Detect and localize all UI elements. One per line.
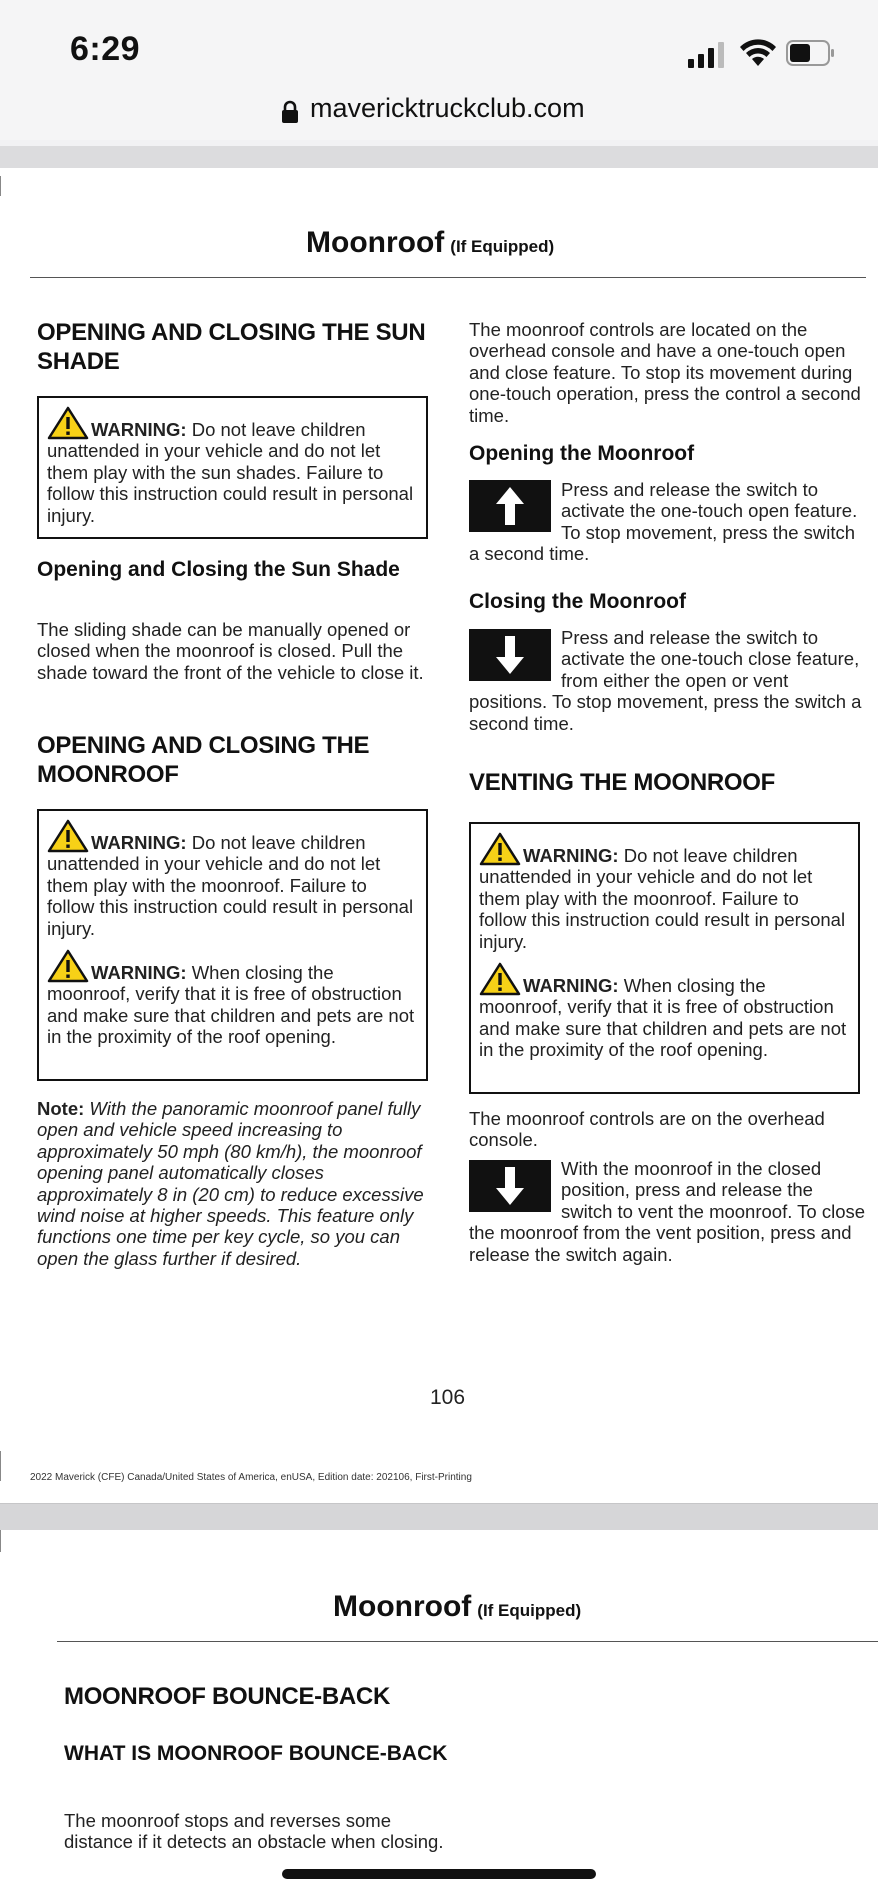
- warning-text: [479, 962, 850, 1061]
- page-title-subtitle: (If Equipped): [477, 1601, 582, 1620]
- page-crop-mark: [0, 176, 1, 196]
- warning-triangle-icon: [47, 949, 89, 983]
- warning-body: Do not leave children unattended in your vehicle and do not let them play with the moonroof. Failure to follow this instruction could result in personal injury.: [479, 845, 846, 952]
- controls-intro-paragraph: The moonroof controls are located on the overhead console and have a one-touch open and close feature. To stop its movement during one-touch operation, press the control a second time.: [469, 319, 861, 426]
- manual-page-107: [0, 1530, 878, 1900]
- warning-box-moonroof: [37, 809, 428, 1081]
- warning-triangle-icon: [47, 406, 89, 440]
- page-title-subtitle: (If Equipped): [450, 237, 555, 256]
- warning-box-sun-shade: [37, 396, 428, 539]
- wifi-icon: [738, 36, 778, 68]
- note-label: Note:: [37, 1098, 85, 1119]
- opening-text: Press and release the switch to activate the one-touch open feature. To stop movement, press the switch a second time.: [469, 479, 858, 565]
- cellular-signal-icon: [688, 40, 728, 68]
- url-text[interactable]: mavericktruckclub.com: [310, 93, 585, 123]
- page-title: [306, 226, 554, 260]
- warning-triangle-icon: [479, 832, 521, 866]
- section-heading-sun-shade: OPENING AND CLOSING THE SUN SHADE: [37, 319, 426, 375]
- warning-body: Do not leave children unattended in your vehicle and do not let them play with the moonroof. Failure to follow this instruction could result in personal injury.: [47, 832, 414, 939]
- warning-text: [47, 819, 418, 939]
- controls-location-paragraph: The moonroof controls are on the overhead console.: [469, 1108, 825, 1151]
- warning-body: Do not leave children unattended in your vehicle and do not let them play with the sun shades. Failure to follow this instruction could result in personal injury.: [47, 419, 414, 526]
- status-time: 6:29: [70, 30, 141, 68]
- lock-icon: [281, 100, 299, 124]
- warning-triangle-icon: [47, 819, 89, 853]
- header-rule: [30, 277, 866, 278]
- warning-box-venting: [469, 822, 860, 1094]
- warning-label: WARNING:: [523, 845, 619, 866]
- toolbar-divider: [0, 146, 878, 169]
- warning-text: [47, 949, 418, 1048]
- closing-text: Press and release the switch to activate the one-touch close feature, from either the open or vent positions. To stop movement, press the switch a second time.: [469, 627, 862, 734]
- sun-shade-paragraph: The sliding shade can be manually opened or closed when the moonroof is closed. Pull the shade toward the front of the vehicle to close it.: [37, 619, 424, 683]
- page-crop-mark: [0, 1530, 1, 1552]
- page-footer: 2022 Maverick (CFE) Canada/United States of America, enUSA, Edition date: 202106, First-Printing: [30, 1472, 472, 1483]
- manual-page-106: [0, 168, 878, 1503]
- warning-triangle-icon: [479, 962, 521, 996]
- venting-text: With the moonroof in the closed position, press and release the switch to vent the moonroof. To close the moonroof from the vent position, press and release the switch again.: [469, 1158, 866, 1265]
- note-paragraph: [37, 1098, 432, 1269]
- subheading-closing: Closing the Moonroof: [469, 590, 686, 613]
- warning-body: When closing the moonroof, verify that it is free of obstruction and make sure that children and pets are not in the proximity of the roof opening.: [47, 962, 415, 1048]
- note-body: With the panoramic moonroof panel fully open and vehicle speed increasing to approximately 50 mph (80 km/h), the moonroof opening panel automatically closes approximately 8 in (20 cm) to reduce excessive wind noise at higher speeds. This feature only functions one time per key cycle, so you can open the glass further if desired.: [37, 1098, 424, 1269]
- section-heading-bounce-back: MOONROOF BOUNCE-BACK: [64, 1683, 390, 1710]
- warning-label: WARNING:: [523, 975, 619, 997]
- page-title-text: Moonroof: [333, 1590, 472, 1623]
- battery-icon: [786, 40, 836, 66]
- page-gap: [0, 1503, 878, 1531]
- opening-paragraph: [469, 479, 867, 565]
- subheading-sun-shade: Opening and Closing the Sun Shade: [37, 558, 400, 581]
- page-title: [333, 1590, 581, 1624]
- warning-text: [479, 832, 850, 952]
- closing-paragraph: [469, 627, 867, 734]
- page-title-text: Moonroof: [306, 226, 445, 259]
- subheading-opening: Opening the Moonroof: [469, 442, 695, 465]
- warning-label: WARNING:: [91, 419, 187, 440]
- warning-label: WARNING:: [91, 962, 187, 984]
- bounce-back-paragraph: The moonroof stops and reverses some distance if it detects an obstacle when closing.: [64, 1810, 444, 1853]
- header-rule: [57, 1641, 878, 1642]
- section-heading-moonroof: OPENING AND CLOSING THE MOONROOF: [37, 732, 370, 788]
- warning-body: When closing the moonroof, verify that it is free of obstruction and make sure that children and pets are not in the proximity of the roof opening.: [479, 975, 847, 1061]
- section-heading-venting: VENTING THE MOONROOF: [469, 769, 776, 796]
- page-crop-mark: [0, 1451, 1, 1481]
- warning-label: WARNING:: [91, 832, 187, 853]
- home-indicator[interactable]: [282, 1869, 596, 1879]
- status-bar: [0, 0, 878, 100]
- subheading-what-is-bounce-back: WHAT IS MOONROOF BOUNCE-BACK: [64, 1742, 448, 1765]
- warning-text: [47, 406, 418, 526]
- venting-paragraph: [469, 1158, 867, 1265]
- page-number: 106: [430, 1386, 466, 1409]
